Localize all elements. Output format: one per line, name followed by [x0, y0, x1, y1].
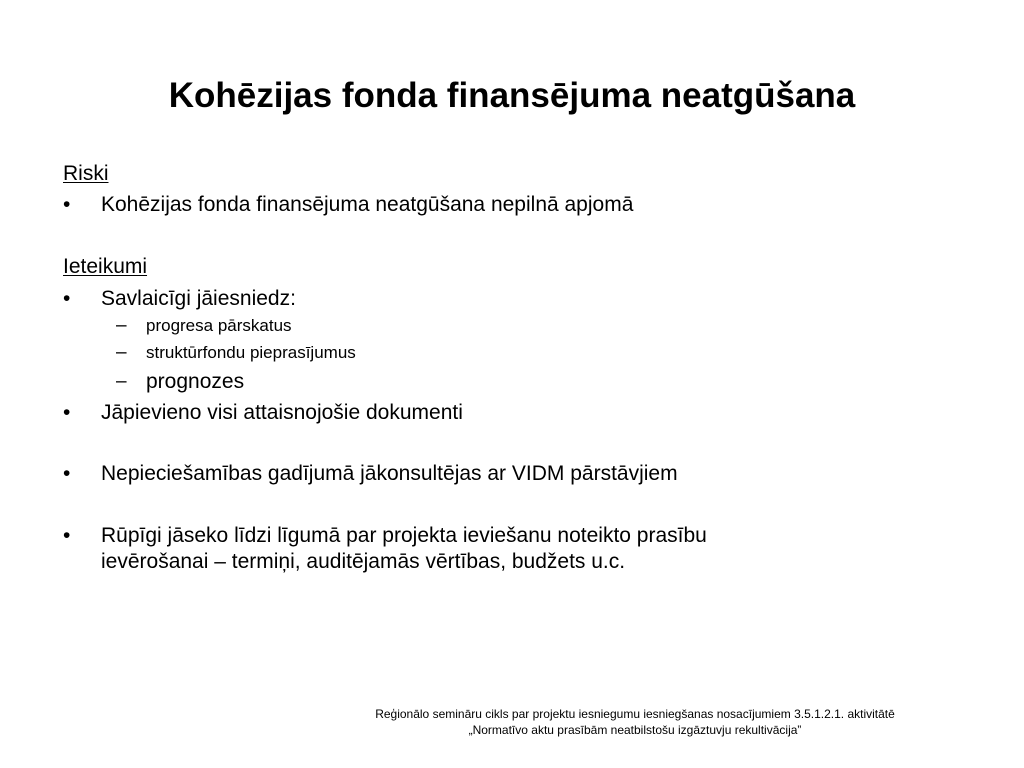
recommendation-bullet-text: Rūpīgi jāseko līdzi līgumā par projekta ieviešanu noteikto prasību ievērošanai – termiņi, auditējamās vērtības, budžets u.c.: [101, 524, 707, 573]
dash-marker: –: [116, 342, 127, 363]
bullet-marker: •: [63, 524, 71, 547]
recommendation-bullet-text: Jāpievieno visi attaisnojošie dokumenti: [101, 401, 463, 424]
bullet-marker: •: [63, 401, 71, 424]
footer-line-2: „Normatīvo aktu prasībām neatbilstošu izgāztuvju rekultivācija”: [468, 723, 802, 737]
bullet-marker: •: [63, 287, 71, 310]
risks-heading: Riski: [63, 162, 109, 185]
sub-item-structural-funds-requests: [116, 340, 356, 366]
risk-bullet: [63, 192, 633, 218]
sub-item-text: struktūrfondu pieprasījumus: [146, 343, 356, 362]
risk-bullet-text: Kohēzijas fonda finansējuma neatgūšana nepilnā apjomā: [101, 193, 634, 216]
sub-item-text: prognozes: [146, 370, 245, 393]
footer-line-1: Reģionālo semināru cikls par projektu iesniegumu iesniegšanas nosacījumiem 3.5.1.2.1. aktivitātē: [375, 707, 895, 721]
slide-footer: [300, 706, 970, 738]
sub-item-progress-reports: [116, 313, 292, 339]
recommendation-bullet-follow-contract: [63, 523, 707, 575]
sub-item-forecasts: [116, 369, 244, 395]
recommendation-bullet-consult: [63, 461, 678, 487]
slide-title: Kohēzijas fonda finansējuma neatgūšana: [168, 76, 856, 115]
dash-marker: –: [116, 315, 127, 336]
bullet-marker: •: [63, 462, 71, 485]
recommendation-bullet-text: Savlaicīgi jāiesniedz:: [101, 287, 296, 310]
recommendation-bullet-submit: [63, 286, 296, 312]
recommendations-heading: Ieteikumi: [63, 255, 148, 278]
recommendation-bullet-attach-documents: [63, 400, 463, 426]
dash-marker: –: [116, 371, 127, 392]
recommendation-bullet-text: Nepieciešamības gadījumā jākonsultējas ar VIDM pārstāvjiem: [101, 462, 678, 485]
sub-item-text: progresa pārskatus: [146, 316, 292, 335]
bullet-marker: •: [63, 193, 71, 216]
